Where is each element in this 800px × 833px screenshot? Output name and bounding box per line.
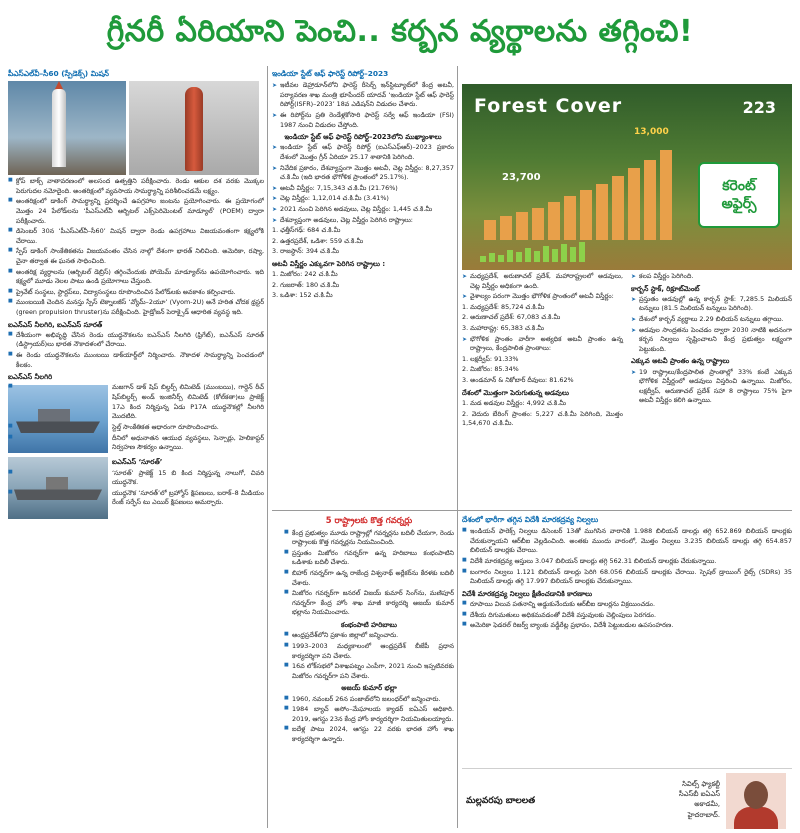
forest-highlights-list: [272, 143, 454, 225]
forest-bars: [480, 136, 686, 240]
list-item: ➤ ప్రస్తుతం అడవుల్లో ఉన్న కార్బన్ స్టాక్: 7,285.5 మిలియన్ టన్నులు (81.5 మిలియన్ టన్నులు పెరిగింది).: [631, 295, 792, 314]
subheading-ships: ఐఎన్‌ఎస్ నీలగిరి, ఐఎన్‌ఎస్ సూరత్: [8, 320, 103, 329]
pslv-images: [8, 81, 264, 175]
list-item: ➤ దేశవ్యాప్తంగా అడవులు, చెట్ల విస్తీర్ణం పెరిగిన రాష్ట్రాలు:: [272, 216, 454, 226]
divider: [267, 66, 268, 828]
high-forest-list: [631, 368, 792, 406]
list-item: ■ ఈ రెండు యుద్ధనౌకలను ముంబయి డాక్‌యార్డ్‌లో నిర్మించారు. నౌకాదళ సామర్థ్యాన్ని పెంచడంలో కీలకం.: [8, 351, 264, 370]
author-box: [462, 768, 792, 830]
column-governors: [284, 512, 454, 828]
nilgiri-list: [8, 383, 264, 452]
list-item: ➤ అటవీ విస్తీర్ణం: 7,15,343 చ.కి.మీ (21.76%): [272, 184, 454, 194]
carbon-list: [631, 295, 792, 355]
list-item: ■ రూపాయి విలువ పతనాన్ని అడ్డుకునేందుకు ఆర్‌బీఐ డాలర్లను విక్రయించడం.: [462, 600, 792, 610]
author-role-line: సీఎస్‌బీ ఐఏఎస్ అకాడమీ,: [678, 790, 720, 809]
ships-list: [8, 331, 264, 370]
rocket-image: [8, 81, 126, 175]
list-item: ■ అంతరిక్షంలో డాకింగ్ సామర్థ్యాన్ని ప్రదర్శించే ఉపగ్రహాల జంటను ప్రయోగించారు. ఈ ప్రయోగంలో మొత్తం 24 పేలోడ్‌లను ‘పీఎస్‌ఎల్‌వీ ఆర్బిటల్ ఎక్స్‌పెరిమెంటల్ మాడ్యూల్’ (POEM) ద్వారా పరీక్షించారు.: [8, 197, 264, 226]
list-item: ➤ వైశాల్యం పరంగా మొత్తం భౌగోళిక ప్రాంతంలో అటవీ విస్తీర్ణం:: [462, 292, 623, 302]
list-item: ■ 1960, నవంబర్ 26న పంజాబ్‌లోని జలంధర్‌లో జన్మించారు.: [284, 695, 454, 705]
list-item: ■ బిహార్ గవర్నర్‌గా ఉన్న రాజేంద్ర విశ్వనాథ్ అర్లేకర్‌ను కేరళకు బదిలీ చేశారు.: [284, 569, 454, 588]
list-item: ➤ భౌగోళిక ప్రాంతం వారీగా అత్యధిక అటవీ ప్రాంతం ఉన్న రాష్ట్రాలు, కేంద్రపాలిత ప్రాంతాలు:: [462, 335, 623, 354]
subheading-forest-increase: అటవీ విస్తీర్ణం ఎక్కువగా పెరిగిన రాష్ట్రాలు :: [272, 260, 386, 269]
list-item: ➤ 19 రాష్ట్రాలు/కేంద్రపాలిత ప్రాంతాల్లో 33% కంటే ఎక్కువ భౌగోళిక విస్తీర్ణంలో అడవులు విస్తరించి ఉన్నాయి. మిజోరం, లక్షద్వీప్, అరుణాచల్ ప్రదేశ్ సహా 8 రాష్ట్రాలు 75% పైగా అటవీ విస్తీర్ణం కలిగి ఉన్నాయి.: [631, 368, 792, 406]
list-item: ■ 1993–2003 మధ్యకాలంలో ఆంధ్రప్రదేశ్ బీజేపీ ప్రధాన కార్యదర్శిగా పని చేశారు.: [284, 642, 454, 661]
list-item: ■ దేశీయంగా అభివృద్ధి చేసిన రెండు యుద్ధనౌకలను ఐఎన్‌ఎస్ నీలగిరి (ఫ్రిగేట్), ఐఎన్‌ఎస్ సూరత్ (డిస్ట్రాయర్)లు భారత నౌకాదళంలో చేరాయి.: [8, 331, 264, 350]
state-line: 3. అండమాన్ & నికోబార్ దీవులు: 81.62%: [462, 376, 574, 385]
list-item: ■ ‘సూరత్’ ప్రాజెక్ట్ 15 బి కింద నిర్మిస్తున్న నాలుగో, చివరి యుద్ధనౌక.: [8, 469, 264, 488]
subheading-haribabu: కంభంపాటి హరిబాబు: [341, 621, 397, 630]
subheading-high-forest-states: ఎక్కువ అటవీ ప్రాంతం ఉన్న రాష్ట్రాలు: [631, 357, 730, 366]
bhalla-list: [284, 695, 454, 745]
subheading-nilgiri: ఐఎన్‌ఎస్ నీలగిరి: [8, 373, 53, 382]
list-item: ➤ ఈ రిపోర్ట్‌ను ప్రతి రెండేళ్లకోసారి ఫారెస్ట్ సర్వే ఆఫ్ ఇండియా (FSI) 1987 నుంచి విడుదల చేస్తోంది.: [272, 111, 454, 130]
subheading-carbon: కార్బన్ స్టాక్, రిక్రూట్‌మెంట్: [631, 284, 700, 293]
headline: [0, 0, 800, 62]
list-item: ■ ఆంధ్రప్రదేశ్‌లోని ప్రకాశం జిల్లాలో జన్మించారు.: [284, 631, 454, 641]
forest-continued-left: [462, 272, 623, 430]
list-item: ■ మిజోరం గవర్నర్‌గా జనరల్ విజయ్ కుమార్ సింగ్‌ను, మణిపూర్ గవర్నర్‌గా కేంద్ర హోం శాఖ మాజీ కార్యదర్శి అజయ్ కుమార్ భల్లాను నియమించారు.: [284, 589, 454, 618]
forest-cover-number: 223: [742, 98, 776, 117]
section-title-pslv: పీఎస్‌ఎల్‌వీ–సీ60 (స్పేడెక్స్) మిషన్: [8, 69, 109, 78]
list-item: ■ బంగారం నిల్వలు 1.121 బిలియన్ డాలర్లు పెరిగి 68.056 బిలియన్ డాలర్లకు చేరాయి. స్పెషల్ డ్రాయింగ్ రైట్స్ (SDRs) 35 మిలియన్ డాలర్లు తగ్గి 17.997 బిలియన్ డాలర్లకు చేరుకున్నాయి.: [462, 568, 792, 587]
state-line: 2. అరుణాచల్ ప్రదేశ్: 67,083 చ.కి.మీ: [462, 313, 561, 322]
column-pslv: [8, 66, 264, 828]
list-item: ■ క్రోప్ బాక్స్ వాతావరణంలో అలసంద ఉత్పత్తిని పరీక్షించారు. రెండు ఆకుల దశ వరకు మొక్కల పెరుగుదల నమోదైంది. అంతరిక్షంలో వ్యవసాయ సామర్థ్యాన్ని పరిశీలించడమే లక్ష్యం.: [8, 177, 264, 196]
haribabu-list: [284, 631, 454, 681]
current-affairs-badge: [698, 162, 780, 228]
list-item: ■ ముంబయికి చెందిన మనస్తు స్పేస్ టెక్నాలజీస్ ‘వ్యోమ్–2యూ’ (Vyom-2U) అనే హరిత చోదక థ్రస్టర్‌ (green propulsion thruster)ను పరీక్షించింది. హైడ్రోజన్ పెరాక్సైడ్ ఆధారిత వ్యవస్థ ఇది.: [8, 298, 264, 317]
state-line: 3. ఒడిశా: 152 చ.కి.మీ: [272, 291, 333, 300]
subheading-surat: ఐఎన్‌ఎస్ ‘సూరత్’: [112, 458, 163, 467]
section-title-governors: 5 రాష్ట్రాలకు కొత్త గవర్నర్లు: [325, 515, 413, 525]
governors-list: [284, 529, 454, 618]
author-role-line: సివిల్స్ ఫ్యాకల్టీ: [682, 780, 720, 788]
author-role: [660, 779, 720, 820]
list-item: ➤ మధ్యప్రదేశ్, అరుణాచల్ ప్రదేశ్, మహారాష్ట్రలలో అడవులు, చెట్ల విస్తీర్ణం అధికంగా ఉంది.: [462, 272, 623, 291]
list-item: ■ అంతరిక్ష వ్యర్థాలను (ఆర్బిటల్ డెబ్రిస్) తగ్గించేందుకు పోయెమ్ మాడ్యూల్‌ను ఉపయోగించారు. ఇది కక్ష్యలో మూడు నెలల పాటు ఉండి ప్రయోగాలు చేస్తుంది.: [8, 268, 264, 287]
forest-continued-right: [631, 272, 792, 430]
badge-line-1: కరెంట్: [722, 177, 756, 194]
subheading-forex-reasons: విదేశీ మారకద్రవ్య నిల్వలు క్షీణించడానికి కారణాలు: [462, 589, 593, 598]
author-photo: [726, 773, 786, 829]
carbon-intro-list: [631, 272, 792, 282]
forest-intro-list: [272, 81, 454, 130]
subheading-bhalla: అజయ్ కుమార్ భల్లా: [341, 684, 397, 693]
state-line: 2. వెదురు బేరింగ్ ప్రాంతం: 5,227 చ.కి.మీ పెరిగింది, మొత్తం 1,54,670 చ.కి.మీ.: [462, 409, 623, 428]
list-item: ■ 16వ లోక్‌సభలో విశాఖపట్నం ఎంపీగా, 2021 నుంచి ఇప్పటివరకు మిజోరం గవర్నర్‌గా పని చేశారు.: [284, 662, 454, 681]
list-item: ■ దేశీయ దిగుమతులు అధికమవడంతో విదేశీ వస్తువులకు చెల్లింపులు పెరగడం.: [462, 611, 792, 621]
state-line: 2. మిజోరం: 85.34%: [462, 365, 519, 374]
list-item: ■ అమెరికా ఫెడరల్ రిజర్వ్ బ్యాంకు వడ్డీరేట్ల ప్రభావం, విదేశీ పెట్టుబడుల ఉపసంహరణ.: [462, 621, 792, 631]
state-line: 2. గుజరాత్: 180 చ.కి.మీ: [272, 280, 340, 289]
list-item: ■ కేంద్ర ప్రభుత్వం మూడు రాష్ట్రాల్లో గవర్నర్లను బదిలీ చేయగా, రెండు రాష్ట్రాలకు కొత్త గవర్నర్లను నియమించింది.: [284, 529, 454, 548]
list-item: ➤ ఇండియా స్టేట్ ఆఫ్ ఫారెస్ట్ రిపోర్ట్ (ఐఎస్‌ఎఫ్‌ఆర్)–2023 ప్రకారం దేశంలో మొత్తం గ్రీన్ ఏరియా 25.17 శాతానికి పెరిగింది.: [272, 143, 454, 162]
state-line: 1. ఛత్తీస్‌గఢ్: 684 చ.కి.మీ: [272, 226, 341, 235]
list-item: ■ స్పేస్ డాకింగ్ సాంకేతికతను విజయవంతం చేసిన నాల్గో దేశంగా భారత్ నిలిచింది. అమెరికా, రష్యా, చైనా తర్వాత ఈ ఘనత సాధించింది.: [8, 247, 264, 266]
forest-cover-graphic: [462, 84, 792, 270]
list-item: ■ మజగాన్ డాక్ షిప్ బిల్డర్స్ లిమిటెడ్ (ముంబయి), గార్డెన్ రీచ్ షిప్‌బిల్డర్స్ అండ్ ఇంజినీర్స్ లిమిటెడ్ (కోల్‌కతా)లు ప్రాజెక్ట్ 17ఎ కింద నిర్మిస్తున్న ఏడు P17A యుద్ధనౌకల్లో నీలగిరి మొదటిది.: [8, 383, 264, 421]
author-role-line: హైదరాబాద్.: [687, 810, 720, 819]
list-item: ■ యుద్ధనౌక ‘సూరత్’లో బ్రహ్మోస్ క్షిపణులు, బరాక్–8 మీడియం రేంజ్ సర్ఫేస్ టు ఎయిర్ క్షిపణులు అమర్చారు.: [8, 489, 264, 508]
list-item: ■ ఇండియన్ ఫారెక్స్ నిల్వలు డిసెంబర్ 13తో ముగిసిన వారానికి 1.988 బిలియన్ డాలర్లు తగ్గి 652.869 బిలియన్ డాలర్లకు చేరుకున్నాయని ఆర్‌బీఐ వెల్లడించింది. అంతకు ముందు వారంలో, మొత్తం నిల్వలు 3.235 బిలియన్ డాలర్లు తగ్గి 654.857 బిలియన్ డాలర్లకు చేరాయి.: [462, 527, 792, 556]
column-forest-report: [272, 66, 454, 511]
badge-line-2: అఫైర్స్: [721, 196, 757, 212]
section-title-forest: ఇండియా స్టేట్ ఆఫ్ ఫారెస్ట్ రిపోర్ట్–2023: [272, 69, 389, 78]
list-item: ➤ 2021 నుంచి పెరిగిన అడవులు, చెట్ల విస్తీర్ణం: 1,445 చ.కి.మీ: [272, 205, 454, 215]
forest-value-2: 13,000: [634, 127, 669, 137]
list-item: ➤ ఇటీవల డెహ్రాడూన్‌లోని ఫారెస్ట్ రీసెర్చ్ ఇన్‌స్టిట్యూట్‌లో కేంద్ర అటవీ, పర్యావరణ శాఖ మంత్రి భూపేందర్ యాదవ్ ‘ఇండియా స్టేట్ ఆఫ్ ఫారెస్ట్ రిపోర్ట్(ISFR)–2023’ 18వ ఎడిషన్‌ని విడుదల చేశారు.: [272, 81, 454, 110]
forest-continued-list: [462, 272, 623, 302]
list-item: ■ ప్రస్తుతం మిజోరం గవర్నర్‌గా ఉన్న హరిబాబు కంభంపాటిని ఒడిశాకు బదిలీ చేశారు.: [284, 549, 454, 568]
forex-list: [462, 527, 792, 587]
forest-region-list: [462, 335, 623, 354]
state-line: 1. మిజోరం: 242 చ.కి.మీ: [272, 270, 338, 279]
list-item: ➤ అడవుల సాంద్రతను పెంచడం ద్వారా 2030 నాటికి అదనంగా కర్బన నిల్వలు సృష్టించాలని కేంద్ర ప్రభుత్వం లక్ష్యంగా పెట్టుకుంది.: [631, 326, 792, 355]
list-item: ➤ దేశంలో కార్బన్ వ్యర్థాలు 2.29 బిలియన్ టన్నులు తగ్గాయి.: [631, 315, 792, 325]
list-item: ■ స్టెల్త్ సాంకేతికత ఆధారంగా రూపొందించారు.: [8, 423, 264, 433]
section-title-forex: దేశంలో భారీగా తగ్గిన విదేశీ మారకద్రవ్య నిల్వలు: [462, 515, 599, 524]
list-item: ■ డిసెంబర్ 30న ‘పీఎస్‌ఎల్‌వీ–సీ60’ మిషన్ ద్వారా రెండు ఉపగ్రహాలు విజయవంతంగా కక్ష్యలోకి చేరాయి.: [8, 227, 264, 246]
state-line: 3. మహారాష్ట్ర: 65,383 చ.కి.మీ: [462, 324, 545, 333]
list-item: ■ ఐదేళ్ల పాటు 2024, ఆగస్టు 22 వరకు భారత హోం శాఖ కార్యదర్శిగా ఉన్నారు.: [284, 725, 454, 744]
forest-mini-bars: [480, 240, 750, 262]
satellite-image: [129, 81, 259, 175]
list-item: ■ ప్రైవేట్ సంస్థలు, స్టార్టప్‌లు, విద్యాసంస్థలు రూపొందించిన పేలోడ్‌లకు అవకాశం కల్పించారు.: [8, 288, 264, 298]
author-name: మల్లవరపు బాలలత: [466, 796, 536, 806]
state-line: 3. రాజస్థాన్: 394 చ.కి.మీ: [272, 247, 340, 256]
subheading-highlights: ఇండియా స్టేట్ ఆఫ్ ఫారెస్ట్ రిపోర్ట్–2023లోని ముఖ్యాంశాలు: [284, 133, 442, 142]
state-line: 1. మధ్యప్రదేశ్: 85,724 చ.కి.మీ: [462, 302, 545, 311]
list-item: ➤ నివేదిక ప్రకారం, దేశవ్యాప్తంగా మొత్తం అటవీ, చెట్ల విస్తీర్ణం: 8,27,357 చ.కి.మీ (ఇది భారత భౌగోళిక ప్రాంతంలో 25.17%).: [272, 164, 454, 183]
headline-text: గ్రీనరీ ఏరియాని పెంచి.. కర్బన వ్యర్థాలను తగ్గించి!: [106, 13, 694, 49]
forest-value-1: 23,700: [502, 172, 541, 183]
state-line: 2. ఉత్తరప్రదేశ్, ఒడిశా: 559 చ.కి.మీ: [272, 236, 364, 245]
forex-reasons-list: [462, 600, 792, 631]
list-item: ■ విదేశీ మారకద్రవ్య ఆస్తులు 3.047 బిలియన్ డాలర్లు తగ్గి 562.31 బిలియన్ డాలర్లకు చేరుకున్నాయి.: [462, 557, 792, 567]
surat-list: [8, 469, 264, 508]
subheading-growing-forests: దేశంలో మొత్తంగా పెరుగుతున్న అడవులు: [462, 388, 569, 397]
divider: [457, 66, 458, 828]
list-item: ■ దీనిలో అధునాతన ఆయుధ వ్యవస్థలు, సెన్సార్లు, హెలికాప్టర్ నిర్వహణ సౌకర్యం ఉన్నాయి.: [8, 434, 264, 453]
forest-cover-title: Forest Cover: [474, 95, 623, 117]
state-line: 1. లక్షద్వీప్: 91.33%: [462, 354, 519, 363]
column-forest-continued: [462, 272, 792, 512]
pslv-list: [8, 177, 264, 318]
list-item: ➤ కలప విస్తీర్ణం పెరిగింది.: [631, 272, 792, 282]
state-line: 1. మడ అడవుల విస్తీర్ణం: 4,992 చ.కి.మీ: [462, 398, 567, 407]
list-item: ■ 1984 బ్యాచ్ అసోం–మేఘాలయ క్యాడర్ ఐఏఎస్ అధికారి. 2019, ఆగస్టు 23న కేంద్ర హోం కార్యదర్శిగా నియమితులయ్యారు.: [284, 705, 454, 724]
list-item: ➤ చెట్ల విస్తీర్ణం: 1,12,014 చ.కి.మీ (3.41%): [272, 194, 454, 204]
